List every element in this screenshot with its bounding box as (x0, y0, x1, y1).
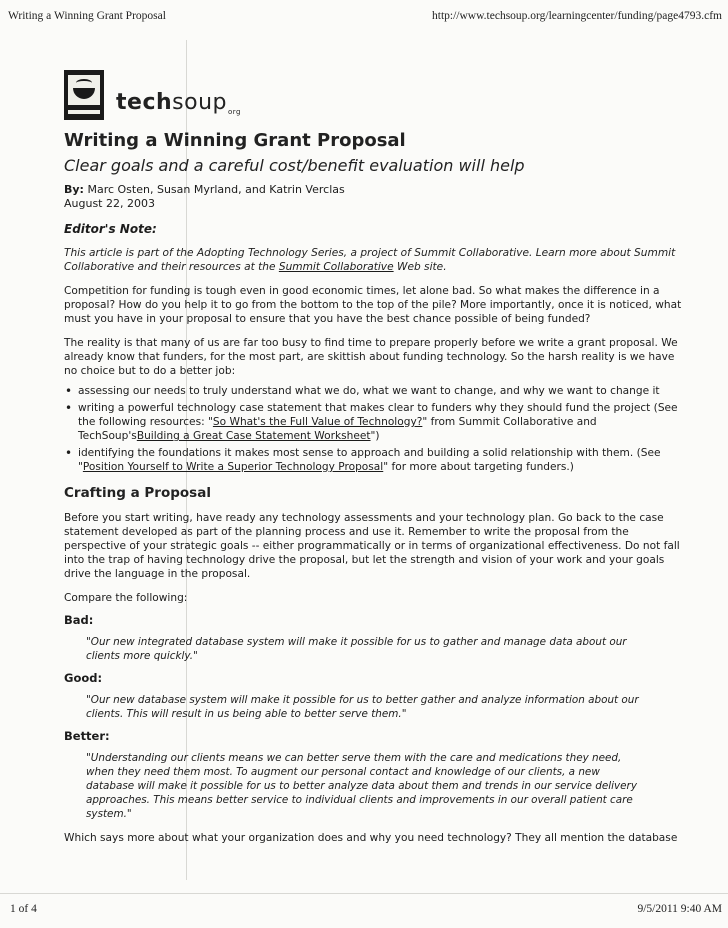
article-title: Writing a Winning Grant Proposal (64, 130, 406, 151)
bullet-list (64, 384, 684, 474)
paragraph-reality: The reality is that many of us are far too busy to find time to prepare properly before we write a grant proposal. We already know that funders, for the most part, are skittish about funding technology. So the harsh reality is we have no choice but to do a better job: (64, 337, 678, 377)
paragraph-competition: Competition for funding is tough even in good economic times, let alone bad. So what makes the difference in a proposal? How do you help it to go from the bottom to the top of the pile? More importantly, once it is noticed, what must you have in your proposal to ensure that you have the best chance possible of being funded? (64, 285, 682, 325)
section-heading-crafting: Crafting a Proposal (64, 485, 211, 501)
list-item: • identifying the foundations it makes most sense to approach and building a solid relationship with them. (See "Position Yourself to Write a Superior Technology Proposal" for more about targeting funders.) (65, 446, 661, 473)
bullet-icon: • (65, 384, 73, 398)
editor-note-heading: Editor's Note: (64, 222, 157, 236)
bullet-icon: • (65, 446, 73, 460)
bullet-icon: • (65, 401, 73, 415)
print-header-title: Writing a Winning Grant Proposal (8, 10, 166, 22)
list-item: • assessing our needs to truly understand what we do, what we want to change, and why we want to change it (65, 384, 660, 398)
better-quote: "Understanding our clients means we can better serve them with the care and medications they need, when they need them most. To augment our personal contact and knowledge of our clients, a new database will make it possible for us to better analyze data about them and trends in our service delivery approaches. This means better service to individual clients and improvements in our overall patient care system." (86, 752, 637, 820)
paragraph-compare: Compare the following: (64, 592, 188, 604)
scan-edge-line (0, 893, 728, 894)
byline (64, 183, 684, 211)
good-quote: "Our new database system will make it possible for us to better gather and analyze information about our clients. This will result in us being able to better serve them." (86, 694, 639, 720)
print-timestamp: 9/5/2011 9:40 AM (637, 903, 722, 915)
editor-note-text: This article is part of the Adopting Technology Series, a project of Summit Collaborative. Learn more about Summit Collaborative and their resources at the Summit Collaborative Web site. (64, 247, 676, 273)
page-number: 1 of 4 (10, 903, 37, 915)
paragraph-which-says-more: Which says more about what your organization does and why you need technology? They all mention the database (64, 832, 678, 844)
list-item: • writing a powerful technology case statement that makes clear to funders why they should fund the project (See the following resources: "So What's the Full Value of Technology?" from Summit Collaborative and TechSoup'sBuilding a Great Case Statement Worksheet") (65, 401, 678, 442)
summit-collaborative-link[interactable]: Summit Collaborative (278, 261, 394, 273)
good-label: Good: (64, 671, 103, 685)
case-statement-worksheet-link[interactable]: Building a Great Case Statement Worksheet (136, 430, 371, 442)
article-subtitle: Clear goals and a careful cost/benefit evaluation will help (64, 156, 525, 175)
print-footer (10, 903, 722, 919)
logo-wordmark: techsoup$_{org}$ (116, 90, 241, 117)
position-yourself-link[interactable]: Position Yourself to Write a Superior Technology Proposal (82, 461, 384, 473)
byline-authors: Marc Osten, Susan Myrland, and Katrin Verclas (83, 183, 345, 196)
print-header-url: http://www.techsoup.org/learningcenter/funding/page4793.cfm (432, 10, 722, 22)
print-header (8, 10, 722, 26)
paragraph-before-you-start: Before you start writing, have ready any technology assessments and your technology plan. Go back to the case statement developed as part of the planning process and use it. Remember to write the proposal from the perspective of your strategic goals -- either programmatically or in terms of organizational effectiveness. Do not fall into the trap of having technology drive the proposal, but let the strength and vision of your work and your goals drive the language in the proposal. (64, 512, 680, 580)
bad-label: Bad: (64, 613, 94, 627)
byline-label: By: (64, 183, 84, 196)
article (64, 130, 684, 845)
better-label: Better: (64, 729, 110, 743)
soup-bowl-icon (64, 70, 104, 120)
techsoup-logo[interactable] (64, 70, 284, 122)
bad-quote: "Our new integrated database system will make it possible for us to gather and manage data about our clients more quickly." (86, 636, 627, 662)
article-date: August 22, 2003 (64, 197, 155, 210)
full-value-of-technology-link[interactable]: So What's the Full Value of Technology? (212, 416, 423, 428)
